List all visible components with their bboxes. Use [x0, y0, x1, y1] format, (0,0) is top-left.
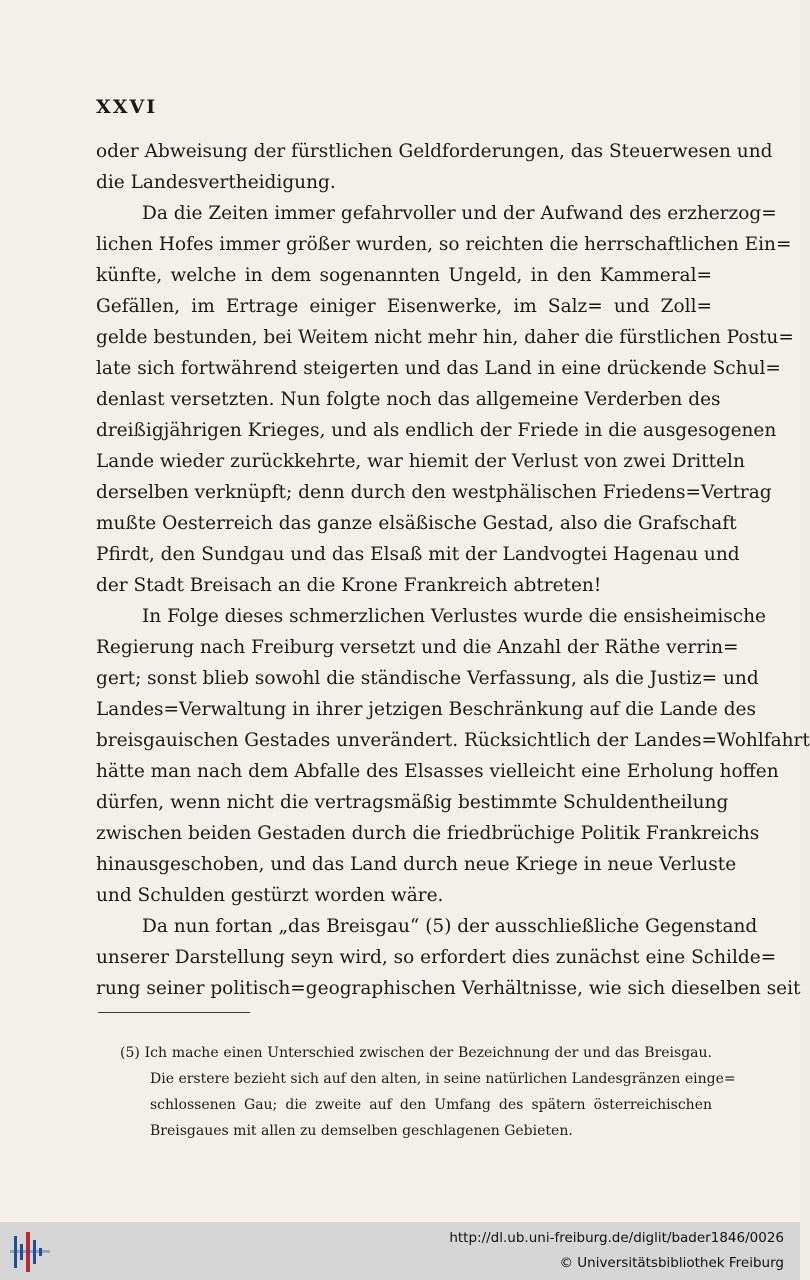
text-line: künfte, welche in dem sogenannten Ungeld, in den Kammeral=	[96, 265, 712, 286]
text-line: dreißigjährigen Krieges, und als endlich der Friede in die ausgesogenen	[96, 420, 777, 441]
text-line: unserer Darstellung seyn wird, so erfordert dies zunächst eine Schilde=	[96, 947, 777, 968]
copyright-notice: © Universitätsbibliothek Freiburg	[559, 1255, 784, 1271]
text-line: gelde bestunden, bei Weitem nicht mehr hin, daher die fürstlichen Postu=	[96, 327, 794, 348]
text-line: rung seiner politisch=geographischen Verhältnisse, wie sich dieselben seit	[96, 978, 801, 999]
text-line: denlast versetzten. Nun folgte noch das allgemeine Verderben des	[96, 389, 721, 410]
text-line: Lande wieder zurückkehrte, war hiemit der Verlust von zwei Dritteln	[96, 451, 745, 472]
page-number: XXVI	[96, 96, 158, 118]
footnote-divider	[98, 1012, 250, 1013]
text-line: breisgauischen Gestades unverändert. Rücksichtlich der Landes=Wohlfahrt	[96, 730, 810, 751]
text-line: Da die Zeiten immer gefahrvoller und der Aufwand des erzherzog=	[142, 203, 777, 224]
text-line: Regierung nach Freiburg versetzt und die Anzahl der Räthe verrin=	[96, 637, 739, 658]
text-line: die Landesvertheidigung.	[96, 172, 336, 193]
body-text	[96, 136, 810, 1004]
text-line: zwischen beiden Gestaden durch die friedbrüchige Politik Frankreichs	[96, 823, 760, 844]
footnotes	[120, 1040, 736, 1144]
text-line: gert; sonst blieb sowohl die ständische Verfassung, als die Justiz= und	[96, 668, 759, 689]
ub-freiburg-logo-icon[interactable]	[8, 1230, 52, 1274]
text-line: oder Abweisung der fürstlichen Geldforderungen, das Steuerwesen und	[96, 141, 773, 162]
text-line: und Schulden gestürzt worden wäre.	[96, 885, 444, 906]
text-line: Pfirdt, den Sundgau und das Elsaß mit der Landvogtei Hagenau und	[96, 544, 740, 565]
footnote-line: Die erstere bezieht sich auf den alten, in seine natürlichen Landesgränzen einge=	[150, 1071, 736, 1087]
permalink-url-link[interactable]: http://dl.ub.uni-freiburg.de/diglit/bader1846/0026	[449, 1230, 784, 1246]
footnote-line: Breisgaues mit allen zu demselben geschlagenen Gebieten.	[150, 1123, 573, 1139]
text-line: mußte Oesterreich das ganze elsäßische Gestad, also die Grafschaft	[96, 513, 737, 534]
text-line: dürfen, wenn nicht die vertragsmäßig bestimmte Schuldentheilung	[96, 792, 729, 813]
footnote-line: (5) Ich mache einen Unterschied zwischen der Bezeichnung der und das Breisgau.	[120, 1045, 712, 1061]
viewer-footer	[0, 1222, 800, 1280]
text-line: derselben verknüpft; denn durch den westphälischen Friedens=Vertrag	[96, 482, 772, 503]
text-line: der Stadt Breisach an die Krone Frankreich abtreten!	[96, 575, 602, 596]
text-line: hinausgeschoben, und das Land durch neue Kriege in neue Verluste	[96, 854, 737, 875]
text-line: In Folge dieses schmerzlichen Verlustes wurde die ensisheimische	[142, 606, 766, 627]
text-line: hätte man nach dem Abfalle des Elsasses vielleicht eine Erholung hoffen	[96, 761, 779, 782]
text-line: late sich fortwährend steigerten und das Land in eine drückende Schul=	[96, 358, 781, 379]
text-line: lichen Hofes immer größer wurden, so reichten die herrschaftlichen Ein=	[96, 234, 792, 255]
footnote-line: schlossenen Gau; die zweite auf den Umfang des spätern österreichischen	[150, 1097, 712, 1113]
text-line: Landes=Verwaltung in ihrer jetzigen Beschränkung auf die Lande des	[96, 699, 756, 720]
text-line: Gefällen, im Ertrage einiger Eisenwerke, im Salz= und Zoll=	[96, 296, 712, 317]
text-line: Da nun fortan „das Breisgau“ (5) der ausschließliche Gegenstand	[142, 916, 758, 937]
